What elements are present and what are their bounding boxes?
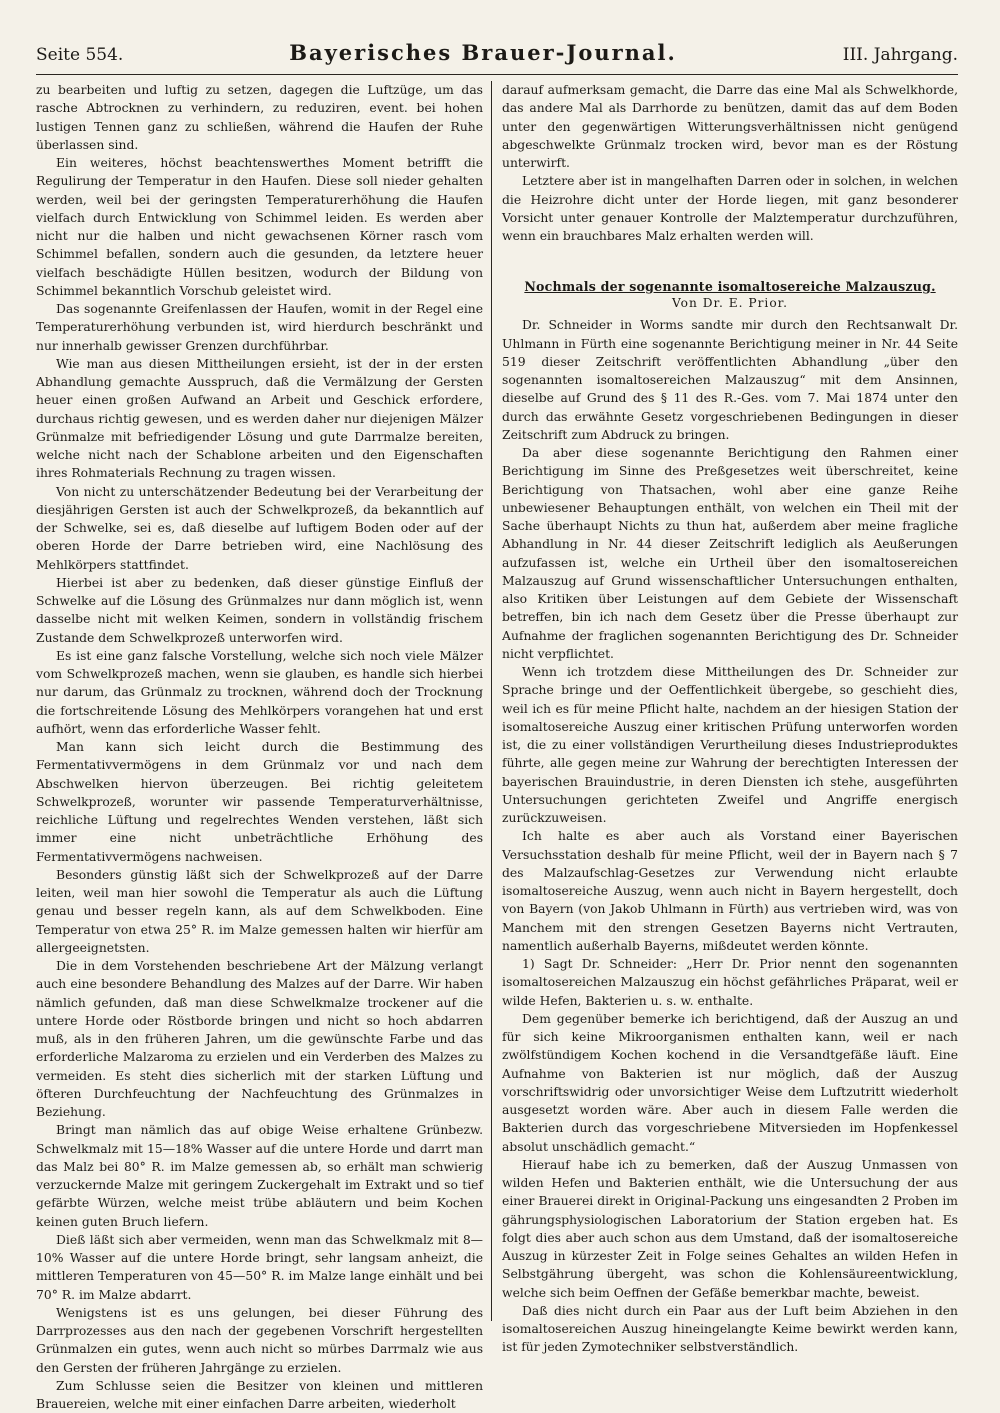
paragraph: Dieß läßt sich aber vermeiden, wenn man das Schwelkmalz mit 8—10% Wasser auf die untere Horde bringt, sehr langsam anheizt, die mittleren Temperaturen von 45—50° R. im Malze lange einhält und bei 70° R. im Malze abdarrt. <box>36 1232 484 1302</box>
paragraph: Wenn ich trotzdem diese Mittheilungen des Dr. Schneider zur Sprache bringe und der Oeffentlichkeit übergebe, so geschieht dies, weil ich es für meine Pflicht halte, nachdem an der hiesigen Station der isomaltosereiche Auszug einer kritischen Prüfung unterworfen worden ist, die zu einer vollständigen Verurtheilung dieses Industrieproduktes führte, alle gegen meine zur Wahrung der berechtigten Interessen der bayerischen Brauindustrie, in deren Diensten ich stehe, ausgeführten Untersuchungen gerichteten Zweifel und Angriffe energisch zurückzuweisen. <box>502 665 958 825</box>
paragraph: zu bearbeiten und luftig zu setzen, dagegen die Luftzüge, um das rasche Abtrocknen zu verhindern, zu reduziren, event. bei hohen lustigen Tennen ganz zu schließen, während die Haufen der Ruhe überlassen sind. <box>36 83 484 152</box>
volume-label: III. Jahrgang. <box>842 45 958 65</box>
paragraph: Es ist eine ganz falsche Vorstellung, welche sich noch viele Mälzer vom Schwelkprozeß machen, wenn sie glauben, es handle sich hierbei nur darum, das Grünmalz zu trocknen, während doch der Trocknung die fortschreitende Lösung des Mehlkörpers vorangehen hat und erst aufhört, wenn das erforderliche Wasser fehlt. <box>36 648 484 736</box>
paragraph: Besonders günstig läßt sich der Schwelkprozeß auf der Darre leiten, weil man hier sowohl die Temperatur als auch die Lüftung genau und besser regeln kann, als auf dem Schwelkboden. Eine Temperatur von etwa 25° R. im Malze gemessen halten wir hierfür am allergeeignetsten. <box>36 867 484 955</box>
paragraph: Ich halte es aber auch als Vorstand einer Bayerischen Versuchsstation deshalb für meine Pflicht, weil der in Bayern nach § 7 des Malzaufschlag-Gesetzes zur Verwendung nicht erlaubte isomaltosereiche Auszug, wenn auch nicht in Bayern hergestellt, doch von Bayern (von Jakob Uhlmann in Fürth) aus vertrieben wird, was von Manchem mit den strengen Gesetzen Bayerns nicht Vertrauten, namentlich außerhalb Bayerns, mißdeutet werden könnte. <box>502 829 958 953</box>
article-byline: Von Dr. E. Prior. <box>672 296 789 311</box>
article-title: Nochmals der sogenannte isomaltosereiche Malzauszug. <box>524 279 936 295</box>
paragraph: darauf aufmerksam gemacht, die Darre das eine Mal als Schwelkhorde, das andere Mal als Darrhorde zu benützen, damit das auf dem Boden unter den gegenwärtigen Witterungsverhältnissen nicht genügend abgeschwelkte Grünmalz trocken wird, bevor man es der Röstung unterwirft. <box>502 83 958 170</box>
paragraph: Die in dem Vorstehenden beschriebene Art der Mälzung verlangt auch eine besondere Behandlung des Malzes auf der Darre. Wir haben nämlich gefunden, daß man diese Schwelkmalze trockener auf die untere Horde oder Röstborde bringen und nicht so hoch abdarren muß, als in den früheren Jahren, um die gewünschte Farbe und das erforderliche Malzaroma zu erzielen und ein Verderben des Malzes zu vermeiden. Es steht dies sicherlich mit der starken Lüftung und öfteren Durchfeuchtung der Nachfeuchtung des Grünmalzes in Beziehung. <box>36 959 484 1119</box>
paragraph: Daß dies nicht durch ein Paar aus der Luft beim Abziehen in den isomaltosereichen Auszug hineingelangte Keime bewirkt werden kann, ist für jeden Zymotechniker selbstverständlich. <box>502 1303 958 1355</box>
paragraph: Ein weiteres, höchst beachtenswerthes Moment betrifft die Regulirung der Temperatur in den Haufen. Diese soll nieder gehalten werden, weil bei der geringsten Temperaturerhöhung die Haufen vielfach durch Entwicklung von Schimmel leiden. Es werden aber nicht nur die halben und nicht gewachsenen Körner rasch vom Schimmel befallen, sondern auch die gesunden, da letztere heuer vielfach beschädigte Hüllen besitzen, wodurch der Bildung von Schimmel bekanntlich Vorschub geleistet wird. <box>36 156 484 298</box>
paragraph: Wie man aus diesen Mittheilungen ersieht, ist der in der ersten Abhandlung gemachte Ausspruch, daß die Vermälzung der Gersten heuer einen großen Aufwand an Arbeit und Geschick erfordere, durchaus richtig gewesen, und es werden daher nur diejenigen Mälzer Grünmalze mit befriedigender Lösung und gute Darrmalze bereiten, welche nicht nach der Schablone arbeiten und den Eigenschaften ihres Rohmaterials Rechnung zu tragen wissen. <box>36 356 484 481</box>
journal-title: Bayerisches Brauer-Journal. <box>289 40 677 65</box>
paragraph: Das sogenannte Greifenlassen der Haufen, womit in der Regel eine Temperaturerhöhung verbunden ist, wird hierdurch beschränkt und nur innerhalb gewisser Grenzen durchführbar. <box>36 302 484 353</box>
paragraph: Letztere aber ist in mangelhaften Darren oder in solchen, in welchen die Heizrohre dicht unter der Horde liegen, mit ganz besonderer Vorsicht unter genauer Kontrolle der Malztemperatur durchzuführen, wenn ein brauchbares Malz erhalten werden will. <box>502 174 958 243</box>
paragraph: 1) Sagt Dr. Schneider: „Herr Dr. Prior nennt den sogenannten isomaltosereichen Malzauszug ein höchst gefährliches Präparat, weil er wilde Hefen, Bakterien u. s. w. enthalte. <box>502 957 958 1008</box>
page-number: Seite 554. <box>36 45 124 65</box>
paragraph: Von nicht zu unterschätzender Bedeutung bei der Verarbeitung der diesjährigen Gersten ist auch der Schwelkprozeß, da bekanntlich auf der Schwelke, sei es, daß dieselbe auf luftigem Boden oder auf der oberen Horde der Darre betrieben wird, eine Nachlösung des Mehlkörpers stattfindet. <box>36 484 484 572</box>
paragraph: Da aber diese sogenannte Berichtigung den Rahmen einer Berichtigung im Sinne des Preßgesetzes weit überschreitet, keine Berichtigung von Thatsachen, wohl aber eine ganze Reihe unbewiesener Behauptungen enthält, von welchen ein Theil mit der Sache überhaupt Nichts zu thun hat, außerdem aber meine fragliche Abhandlung in Nr. 44 dieser Zeitschrift lediglich als Aeußerungen aufzufassen ist, welche ein Urtheil über den isomaltosereichen Malzauszug auf Grund wissenschaftlicher Untersuchungen enthalten, also Kritiken über Leistungen auf dem Gebiete der Wissenschaft betreffen, bin ich nach dem Gesetz über die Presse überhaupt zur Aufnahme der fraglichen sogenannten Berichtigung des Dr. Schneider nicht verpflichtet. <box>502 446 958 661</box>
paragraph: Hierauf habe ich zu bemerken, daß der Auszug Unmassen von wilden Hefen und Bakterien enthält, wie die Untersuchung der aus einer Brauerei direkt in Original-Packung uns eingesandten 2 Proben im gährungsphysiologischen Laboratorium der Station ergeben hat. Es folgt dies aber auch schon aus dem Umstand, daß der isomaltosereiche Auszug in kürzester Zeit in Folge seines Gehaltes an wilden Hefen in Selbstgährung übergeht, was schon die Kohlensäureentwicklung, welche sich beim Oeffnen der Gefäße bemerkbar machte, beweist. <box>502 1157 958 1300</box>
paragraph: Zum Schlusse seien die Besitzer von kleinen und mittleren Brauereien, welche mit einer einfachen Darre arbeiten, wiederholt <box>36 1378 484 1411</box>
page-header <box>36 40 958 75</box>
left-column <box>36 81 491 1411</box>
paragraph: Dr. Schneider in Worms sandte mir durch den Rechtsanwalt Dr. Uhlmann in Fürth eine sogenannte Berichtigung meiner in Nr. 44 Seite 519 dieser Zeitschrift veröffentlichten Abhandlung „über den sogenannten isomaltosereichen Malzauszug“ mit dem Ansinnen, dieselbe auf Grund des § 11 des R.-Ges. vom 7. Mai 1874 unter den durch das erwähnte Gesetz vorgeschriebenen Bedingungen in dieser Zeitschrift zum Abdruck zu bringen. <box>502 318 958 442</box>
paragraph: Bringt man nämlich das auf obige Weise erhaltene Grünbezw. Schwelkmalz mit 15—18% Wasser auf die untere Horde und darrt man das Malz bei 80° R. im Malze gemessen ab, so erhält man schwierig verzuckernde Malze mit geringem Zuckergehalt im Extrakt und so tief gefärbte Würzen, welche meist trübe abläutern und beim Kochen keinen guten Bruch liefern. <box>36 1123 484 1229</box>
paragraph: Hierbei ist aber zu bedenken, daß dieser günstige Einfluß der Schwelke auf die Lösung des Grünmalzes nur dann möglich ist, wenn dasselbe nicht mit welken Keimen, sondern in vollständig frischem Zustande dem Schwelkprozeß unterworfen wird. <box>36 575 484 645</box>
two-column-body <box>36 81 958 1411</box>
paragraph: Wenigstens ist es uns gelungen, bei dieser Führung des Darrprozesses aus den nach der gegebenen Vorschrift hergestellten Grünmalzen ein gutes, wenn auch nicht so mürbes Darrmalz wie aus den Gersten der früheren Jahrgänge zu erzielen. <box>36 1305 484 1375</box>
paragraph: Dem gegenüber bemerke ich berichtigend, daß der Auszug an und für sich keine Mikroorganismen enthalten kann, weil er nach zwölfstündigem Kochen kochend in die Versandtgefäße läuft. Eine Aufnahme von Bakterien ist nur möglich, daß der Auszug vorschriftswidrig oder unvorsichtiger Weise dem Luftzutritt wiederholt ausgesetzt worden wäre. Aber auch in diesem Falle werden die Bakterien durch das vorgeschriebene Mitversieden im Hopfenkessel absolut unschädlich gemacht.“ <box>502 1011 958 1154</box>
right-column <box>491 81 958 1355</box>
paragraph: Man kann sich leicht durch die Bestimmung des Fermentativvermögens in dem Grünmalz vor und nach dem Abschwelken hiervon überzeugen. Bei richtig geleitetem Schwelkprozeß, worunter wir passende Temperaturverhältnisse, reichliche Lüftung und regelrechtes Wenden verstehen, läßt sich immer eine nicht unbeträchtliche Erhöhung des Fermentativvermögens nachweisen. <box>36 740 484 864</box>
